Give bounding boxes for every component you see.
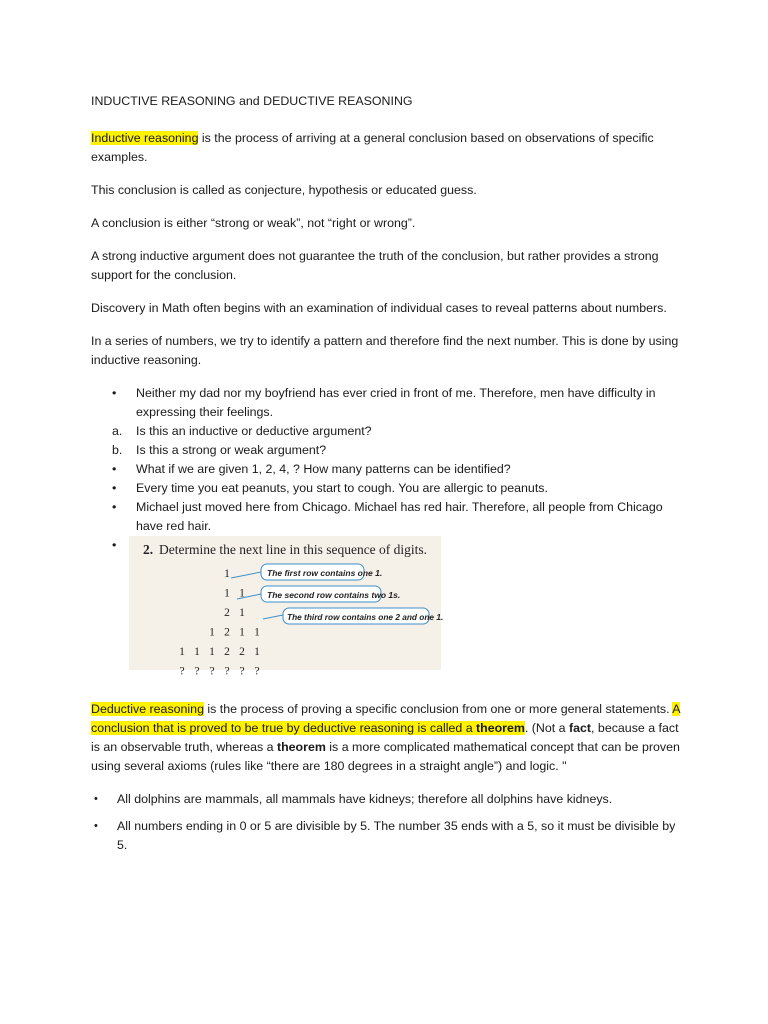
bullet-dot: •: [94, 793, 98, 805]
list-marker: •: [112, 386, 117, 400]
document-title: INDUCTIVE REASONING and DEDUCTIVE REASONING: [91, 94, 413, 108]
deductive-definition: [91, 700, 681, 776]
list-item-text: What if we are given 1, 2, 4, ? How many patterns can be identified?: [136, 462, 511, 476]
sequence-digit: 1: [209, 626, 215, 639]
callout-pointer: [263, 615, 283, 619]
sequence-digit: 1: [194, 646, 200, 658]
sequence-digit: ?: [239, 665, 245, 678]
deductive-text: is a more complicated mathematical concept that can be proven using several axioms (rules like “there are 180 degrees in a straight angle”) and logic. ": [91, 740, 680, 773]
deductive-examples-list: [91, 790, 681, 855]
sequence-digit: 1: [239, 607, 245, 619]
list-item: [91, 422, 681, 441]
list-item: [91, 384, 681, 422]
deductive-text: , because a fact is an observable truth, whereas a: [91, 721, 679, 754]
sequence-figure-wrap: [91, 536, 681, 676]
deductive-term: Deductive reasoning: [91, 702, 204, 716]
list-item: [91, 790, 681, 809]
deductive-text: is the process of proving a specific conclusion from one or more general statements.: [203, 702, 673, 716]
sequence-digit: ?: [179, 665, 185, 678]
sequence-digit: 1: [239, 626, 245, 639]
bullet-dot: •: [94, 820, 98, 832]
paragraph-series: In a series of numbers, we try to identify a pattern and therefore find the next number. This is done by using inductive reasoning.: [91, 334, 679, 367]
figure-heading-text: Determine the next line in this sequence of digits.: [159, 542, 428, 557]
sequence-digit: 1: [254, 626, 260, 639]
list-marker: b.: [112, 443, 123, 457]
callout-text: The second row contains two 1s.: [267, 590, 401, 600]
list-item-text: Is this a strong or weak argument?: [136, 443, 327, 457]
list-item: [91, 817, 681, 855]
list-marker: a.: [112, 424, 123, 438]
theorem-highlight-bold: theorem: [476, 721, 525, 735]
inductive-definition: [91, 129, 681, 167]
list-item-text: All dolphins are mammals, all mammals have kidneys; therefore all dolphins have kidneys.: [117, 792, 613, 806]
list-item-text: All numbers ending in 0 or 5 are divisible by 5. The number 35 ends with a 5, so it must be divisible by 5.: [117, 819, 676, 852]
paragraph-strong-argument: A strong inductive argument does not guarantee the truth of the conclusion, but rather provides a strong support for the conclusion.: [91, 249, 659, 282]
sequence-digit: 1: [209, 646, 215, 658]
inductive-term: Inductive reasoning: [91, 131, 199, 145]
fact-bold: fact: [569, 721, 592, 735]
sequence-digit: 2: [239, 646, 245, 658]
list-item: [91, 441, 681, 460]
list-marker: •: [112, 462, 117, 476]
sequence-digit: 2: [224, 626, 230, 639]
theorem-bold: theorem: [276, 740, 326, 754]
list-item-text: Is this an inductive or deductive argument?: [136, 424, 372, 438]
theorem-highlight-text: A conclusion that is proved to be true by deductive reasoning is called a: [91, 702, 680, 735]
sequence-figure-graphic: [129, 536, 444, 678]
sequence-digit: ?: [254, 665, 260, 678]
list-marker: •: [112, 538, 117, 552]
sequence-digit: ?: [224, 665, 230, 678]
paragraph-discovery: Discovery in Math often begins with an examination of individual cases to reveal patterns about numbers.: [91, 301, 667, 315]
sequence-digit: ?: [194, 665, 200, 678]
list-marker: •: [112, 500, 117, 514]
sequence-digit: 2: [224, 607, 230, 619]
list-item: [91, 460, 681, 479]
sequence-digit: 2: [224, 646, 230, 658]
inductive-definition-text: is the process of arriving at a general conclusion based on observations of specific examples.: [91, 131, 654, 164]
sequence-digit: 1: [224, 568, 230, 580]
callout-text: The third row contains one 2 and one 1.: [287, 612, 444, 622]
list-item: [91, 479, 681, 498]
deductive-text: . (Not a: [524, 721, 569, 735]
sequence-figure: [129, 536, 444, 678]
list-marker: •: [112, 481, 117, 495]
sequence-digit: 1: [179, 646, 185, 658]
paragraph-strong-weak: A conclusion is either “strong or weak”, not “right or wrong”.: [91, 216, 416, 230]
sequence-digit: ?: [209, 665, 215, 678]
sequence-digit: 1: [224, 587, 230, 600]
sequence-digit: 1: [254, 646, 260, 658]
callout-pointer: [231, 572, 261, 578]
list-item-text: Every time you eat peanuts, you start to cough. You are allergic to peanuts.: [136, 481, 548, 495]
list-item-text: Neither my dad nor my boyfriend has ever cried in front of me. Therefore, men have difficulty in expressing their feelings.: [136, 386, 656, 419]
digit-rows: [179, 568, 260, 678]
list-item: [91, 498, 681, 536]
figure-heading-number: 2.: [143, 542, 154, 557]
callout-text: The first row contains one 1.: [267, 568, 383, 578]
document-page: [91, 92, 681, 863]
list-item-text: Michael just moved here from Chicago. Michael has red hair. Therefore, all people from Chicago have red hair.: [136, 500, 663, 533]
sequence-digit: 1: [239, 587, 245, 600]
paragraph-conjecture: This conclusion is called as conjecture, hypothesis or educated guess.: [91, 183, 477, 197]
